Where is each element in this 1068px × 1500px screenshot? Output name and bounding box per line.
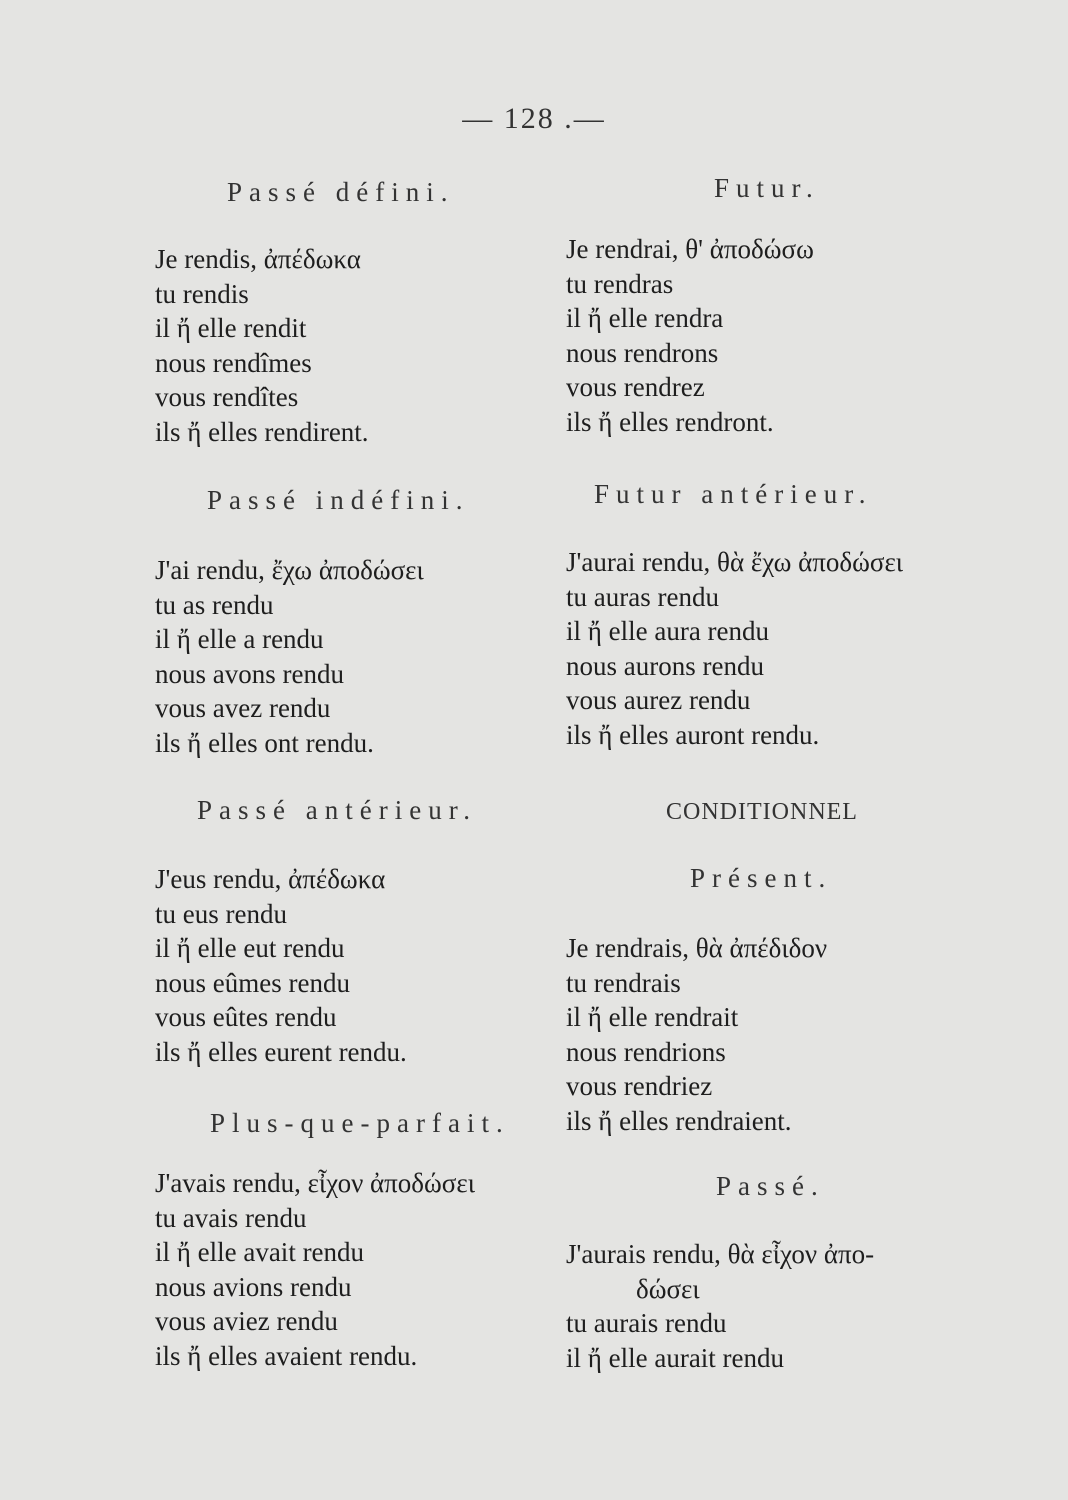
- conjugation-line: nous eûmes rendu: [155, 967, 350, 998]
- conjugation-line: tu as rendu: [155, 589, 274, 620]
- conjugation-line: nous rendrions: [566, 1036, 726, 1067]
- conjugation-line: ils ἤ elles rendront.: [566, 406, 774, 437]
- conjugation-line: ils ἤ elles ont rendu.: [155, 727, 374, 758]
- section-lines: [155, 862, 575, 1069]
- conjugation-line: il ἤ elle rendrait: [566, 1002, 739, 1032]
- section-futur: [714, 168, 1068, 208]
- section-present: [690, 858, 1068, 898]
- conjugation-line: ils ἤ elles auront rendu.: [566, 719, 820, 750]
- conjugation-line: vous eûtes rendu: [155, 1002, 337, 1032]
- conjugation-line: il ἤ elle rendra: [566, 303, 724, 333]
- conjugation-line: il ἤ elle a rendu: [155, 624, 324, 654]
- section-passe-conditionnel: [716, 1166, 1068, 1206]
- conjugation-line: nous avons rendu: [155, 658, 344, 689]
- section-heading: Passé indéfini.: [207, 485, 470, 515]
- section-lines: [566, 545, 1006, 752]
- mood-heading: CONDITIONNEL: [666, 799, 858, 825]
- section-passe-defini: [227, 172, 647, 212]
- section-heading: Présent.: [690, 863, 833, 893]
- section-heading: Futur.: [714, 173, 820, 203]
- conjugation-line: J'eus rendu, ἀπέδωκα: [155, 864, 386, 894]
- section-heading: Passé défini.: [227, 177, 455, 207]
- conjugation-line: J'ai rendu, ἔχω ἀποδώσει: [155, 555, 424, 585]
- section-lines: [566, 232, 1006, 439]
- conjugation-line: Je rendrai, θ' ἀποδώσω: [566, 234, 814, 264]
- section-lines: [566, 1237, 1006, 1375]
- conjugation-line: J'avais rendu, εἶχον ἀποδώσει: [155, 1168, 475, 1198]
- conjugation-line: vous rendriez: [566, 1071, 713, 1101]
- conjugation-line: ils ἤ elles rendraient.: [566, 1105, 792, 1136]
- conjugation-line: J'aurais rendu, θὰ εἶχον ἀπο-: [566, 1239, 875, 1269]
- conjugation-line-continued: δώσει: [636, 1273, 700, 1304]
- conjugation-line: vous rendîtes: [155, 382, 299, 412]
- conjugation-line: tu auras rendu: [566, 581, 719, 612]
- conjugation-line: nous avions rendu: [155, 1271, 352, 1302]
- conjugation-line: nous rendrons: [566, 337, 719, 368]
- section-conditionnel: [666, 792, 1068, 832]
- conjugation-line: ils ἤ elles eurent rendu.: [155, 1036, 407, 1067]
- conjugation-line: tu avais rendu: [155, 1202, 307, 1233]
- section-heading: Passé.: [716, 1171, 825, 1201]
- conjugation-line: nous aurons rendu: [566, 650, 764, 681]
- page-number: — 128 .—: [462, 102, 606, 135]
- conjugation-line: Je rendrais, θὰ ἀπέδιδον: [566, 933, 828, 963]
- conjugation-line: il ἤ elle aurait rendu: [566, 1342, 785, 1373]
- conjugation-line: tu rendrais: [566, 967, 681, 998]
- conjugation-line: il ἤ elle rendit: [155, 313, 307, 343]
- conjugation-line: vous aviez rendu: [155, 1306, 338, 1336]
- section-lines: [155, 1166, 575, 1373]
- conjugation-line: tu rendras: [566, 268, 674, 299]
- conjugation-line: vous rendrez: [566, 372, 705, 402]
- section-lines: [566, 931, 1006, 1138]
- conjugation-line: tu rendis: [155, 278, 249, 309]
- conjugation-line: tu eus rendu: [155, 898, 287, 929]
- conjugation-line: Je rendis, ἀπέδωκα: [155, 244, 361, 274]
- conjugation-line: il ἤ elle avait rendu: [155, 1237, 365, 1267]
- section-futur-anterieur: [594, 474, 1034, 514]
- section-passe-indefini: [207, 480, 627, 520]
- conjugation-line: ils ἤ elles rendirent.: [155, 416, 369, 447]
- section-heading: Plus-que-parfait.: [210, 1108, 510, 1138]
- section-lines: [155, 553, 575, 760]
- section-heading: Passé antérieur.: [197, 795, 477, 825]
- conjugation-line: il ἤ elle eut rendu: [155, 933, 345, 963]
- conjugation-line: tu aurais rendu: [566, 1308, 727, 1338]
- conjugation-line: il ἤ elle aura rendu: [566, 616, 770, 646]
- section-lines: [155, 242, 575, 449]
- conjugation-line: nous rendîmes: [155, 347, 312, 378]
- conjugation-line: ils ἤ elles avaient rendu.: [155, 1340, 418, 1371]
- conjugation-line: vous avez rendu: [155, 693, 331, 723]
- conjugation-line: J'aurai rendu, θὰ ἔχω ἀποδώσει: [566, 547, 904, 577]
- conjugation-line: vous aurez rendu: [566, 685, 751, 715]
- section-heading: Futur antérieur.: [594, 479, 873, 509]
- section-passe-anterieur: [197, 790, 617, 830]
